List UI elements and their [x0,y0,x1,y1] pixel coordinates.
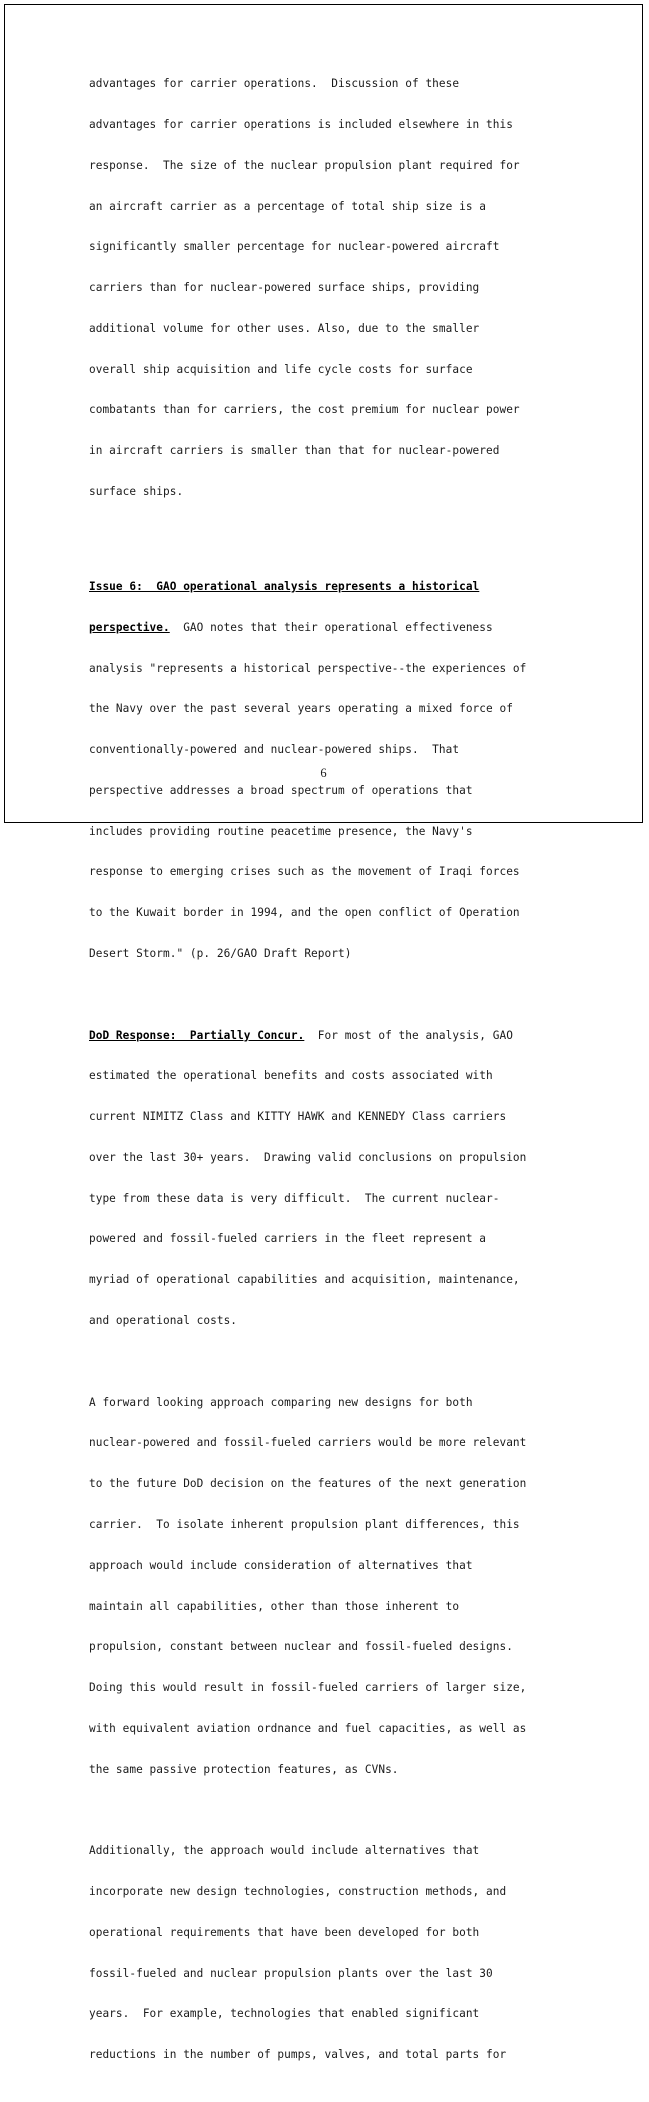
text-line: powered and fossil-fueled carriers in the fleet represent a [89,1232,487,1246]
text-line: and operational costs. [89,1314,238,1328]
text-line: over the last 30+ years. Drawing valid conclusions on propulsion [89,1150,527,1164]
text-line: combatants than for carriers, the cost premium for nuclear power [89,403,520,417]
text-line: response to emerging crises such as the movement of Iraqi forces [89,865,520,879]
text-line: fossil-fueled and nuclear propulsion plants over the last 30 [89,1966,493,1980]
text-line: nuclear-powered and fossil-fueled carriers would be more relevant [89,1436,527,1450]
text-line: in aircraft carriers is smaller than that for nuclear-powered [89,444,500,458]
text-line: myriad of operational capabilities and acquisition, maintenance, [89,1273,520,1287]
paragraph-propulsion-advantages [89,50,589,526]
text-span: For most of the analysis, GAO [304,1028,513,1042]
text-line: additional volume for other uses. Also, due to the smaller [89,321,480,335]
text-line: the same passive protection features, as CVNs. [89,1762,399,1776]
text-line: estimated the operational benefits and costs associated with [89,1069,493,1083]
text-line: maintain all capabilities, other than those inherent to [89,1599,460,1613]
text-line: Doing this would result in fossil-fueled carriers of larger size, [89,1681,527,1695]
text-line: A forward looking approach comparing new designs for both [89,1395,473,1409]
text-line: conventionally-powered and nuclear-powered ships. That [89,743,460,757]
text-line: significantly smaller percentage for nuclear-powered aircraft [89,240,500,254]
text-line: the Navy over the past several years operating a mixed force of [89,702,513,716]
text-line: years. For example, technologies that enabled significant [89,2007,480,2021]
text-line: operational requirements that have been developed for both [89,1925,480,1939]
text-line: perspective addresses a broad spectrum of operations that [89,783,473,797]
text-line: overall ship acquisition and life cycle costs for surface [89,362,473,376]
text-line: with equivalent aviation ordnance and fuel capacities, as well as [89,1721,527,1735]
text-line: carriers than for nuclear-powered surface ships, providing [89,281,480,295]
paragraph-forward-looking [89,1368,589,1803]
text-line: current NIMITZ Class and KITTY HAWK and KENNEDY Class carriers [89,1110,507,1124]
text-line: to the Kuwait border in 1994, and the open conflict of Operation [89,906,520,920]
text-line: surface ships. [89,485,184,498]
text-line [89,1029,589,1043]
text-line: an aircraft carrier as a percentage of total ship size is a [89,199,487,213]
paragraph-dod-response [89,1001,589,1354]
issue-heading-continued: perspective. [89,620,170,634]
dod-response-label: DoD Response: Partially Concur. [89,1028,305,1042]
text-line: incorporate new design technologies, construction methods, and [89,1884,507,1898]
text-line: Desert Storm." (p. 26/GAO Draft Report) [89,947,352,960]
text-span: GAO notes that their operational effectiveness [169,620,493,634]
text-line: type from these data is very difficult. The current nuclear- [89,1191,500,1205]
text-line: analysis "represents a historical perspective--the experiences of [89,661,527,675]
text-line: advantages for carrier operations. Discussion of these [89,77,460,91]
document-page [4,4,643,2062]
issue-heading: Issue 6: GAO operational analysis represents a historical [89,579,480,593]
text-line: Additionally, the approach would include alternatives that [89,1844,480,1858]
page-number: 6 [320,766,327,780]
page-body [89,50,589,2102]
text-line [89,621,589,635]
text-line: includes providing routine peacetime presence, the Navy's [89,824,473,838]
paragraph-additionally [89,1817,589,2089]
text-line: propulsion, constant between nuclear and fossil-fueled designs. [89,1640,513,1654]
text-line: carrier. To isolate inherent propulsion plant differences, this [89,1517,520,1531]
text-line: advantages for carrier operations is included elsewhere in this [89,117,513,131]
text-line: response. The size of the nuclear propulsion plant required for [89,158,520,172]
text-line: approach would include consideration of alternatives that [89,1558,473,1572]
text-line: reductions in the number of pumps, valves, and total parts for [89,2048,507,2062]
text-line: to the future DoD decision on the features of the next generation [89,1477,527,1491]
